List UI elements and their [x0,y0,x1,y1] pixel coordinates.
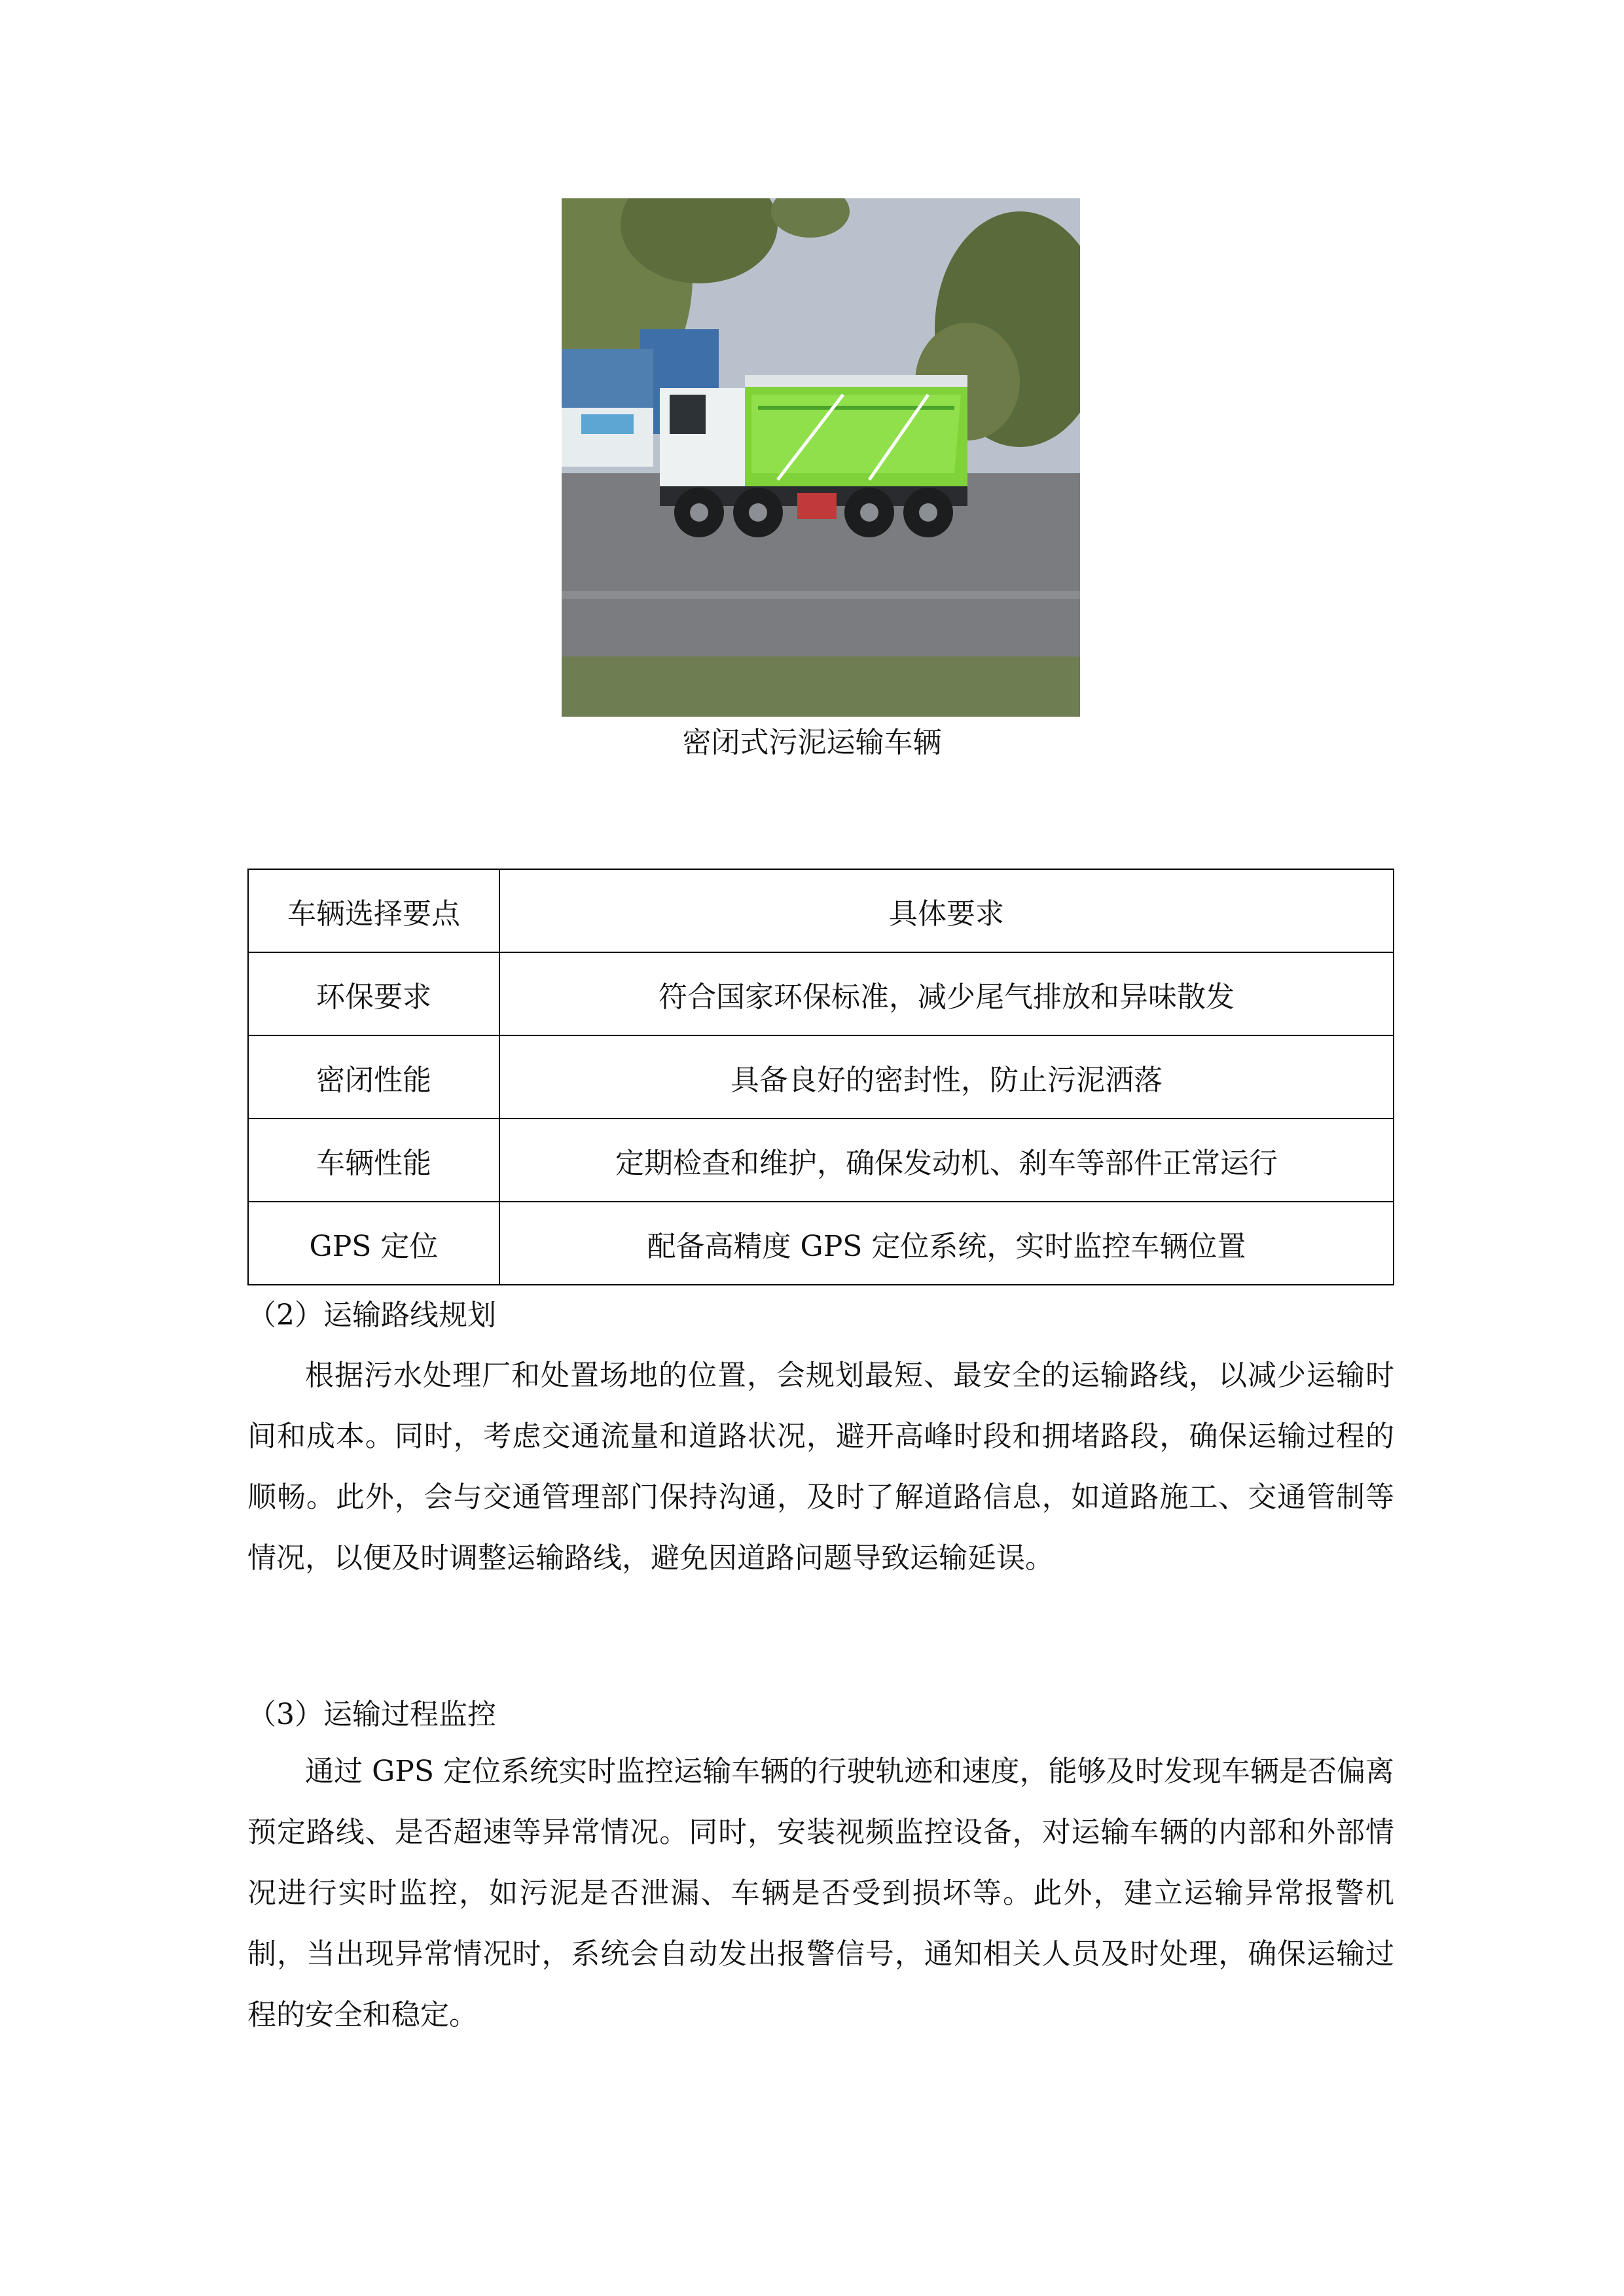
table-cell: 环保要求 [248,952,499,1035]
vehicle-requirements-table [247,869,1394,1285]
truck-illustration [562,198,1080,717]
body-paragraph: 通过 GPS 定位系统实时监控运输车辆的行驶轨迹和速度，能够及时发现车辆是否偏离预定路线、是否超速等异常情况。同时，安装视频监控设备，对运输车辆的内部和外部情况进行实时监控，如污泥是否泄漏、车辆是否受到损坏等。此外，建立运输异常报警机制，当出现异常情况时，系统会自动发出报警信号，通知相关人员及时处理，确保运输过程的安全和稳定。 [247,1755,1394,2032]
table-row [248,1202,1394,1285]
section-heading: （3）运输过程监控 [247,1698,496,1731]
header-cell: 车辆选择要点 [248,869,499,952]
table-cell: 配备高精度 GPS 定位系统，实时监控车辆位置 [499,1202,1394,1285]
figure-caption: 密闭式污泥运输车辆 [682,726,942,759]
body-paragraph: 根据污水处理厂和处置场地的位置，会规划最短、最安全的运输路线，以减少运输时间和成本。同时，考虑交通流量和道路状况，避开高峰时段和拥堵路段，确保运输过程的顺畅。此外，会与交通管理部门保持沟通，及时了解道路信息，如道路施工、交通管制等情况，以便及时调整运输路线，避免因道路问题导致运输延误。 [247,1359,1394,1575]
table-row [248,1119,1394,1202]
table-cell: 符合国家环保标准，减少尾气排放和异味散发 [499,952,1394,1035]
section-heading: （2）运输路线规划 [247,1299,496,1332]
table-header-row [248,869,1394,952]
table-cell: 定期检查和维护，确保发动机、刹车等部件正常运行 [499,1119,1394,1202]
truck-photo [562,198,1080,717]
table-cell: GPS 定位 [248,1202,499,1285]
table-row [248,952,1394,1035]
table-cell: 具备良好的密封性，防止污泥洒落 [499,1035,1394,1119]
header-cell: 具体要求 [499,869,1394,952]
table-cell: 密闭性能 [248,1035,499,1119]
table-cell: 车辆性能 [248,1119,499,1202]
table-row [248,1035,1394,1119]
